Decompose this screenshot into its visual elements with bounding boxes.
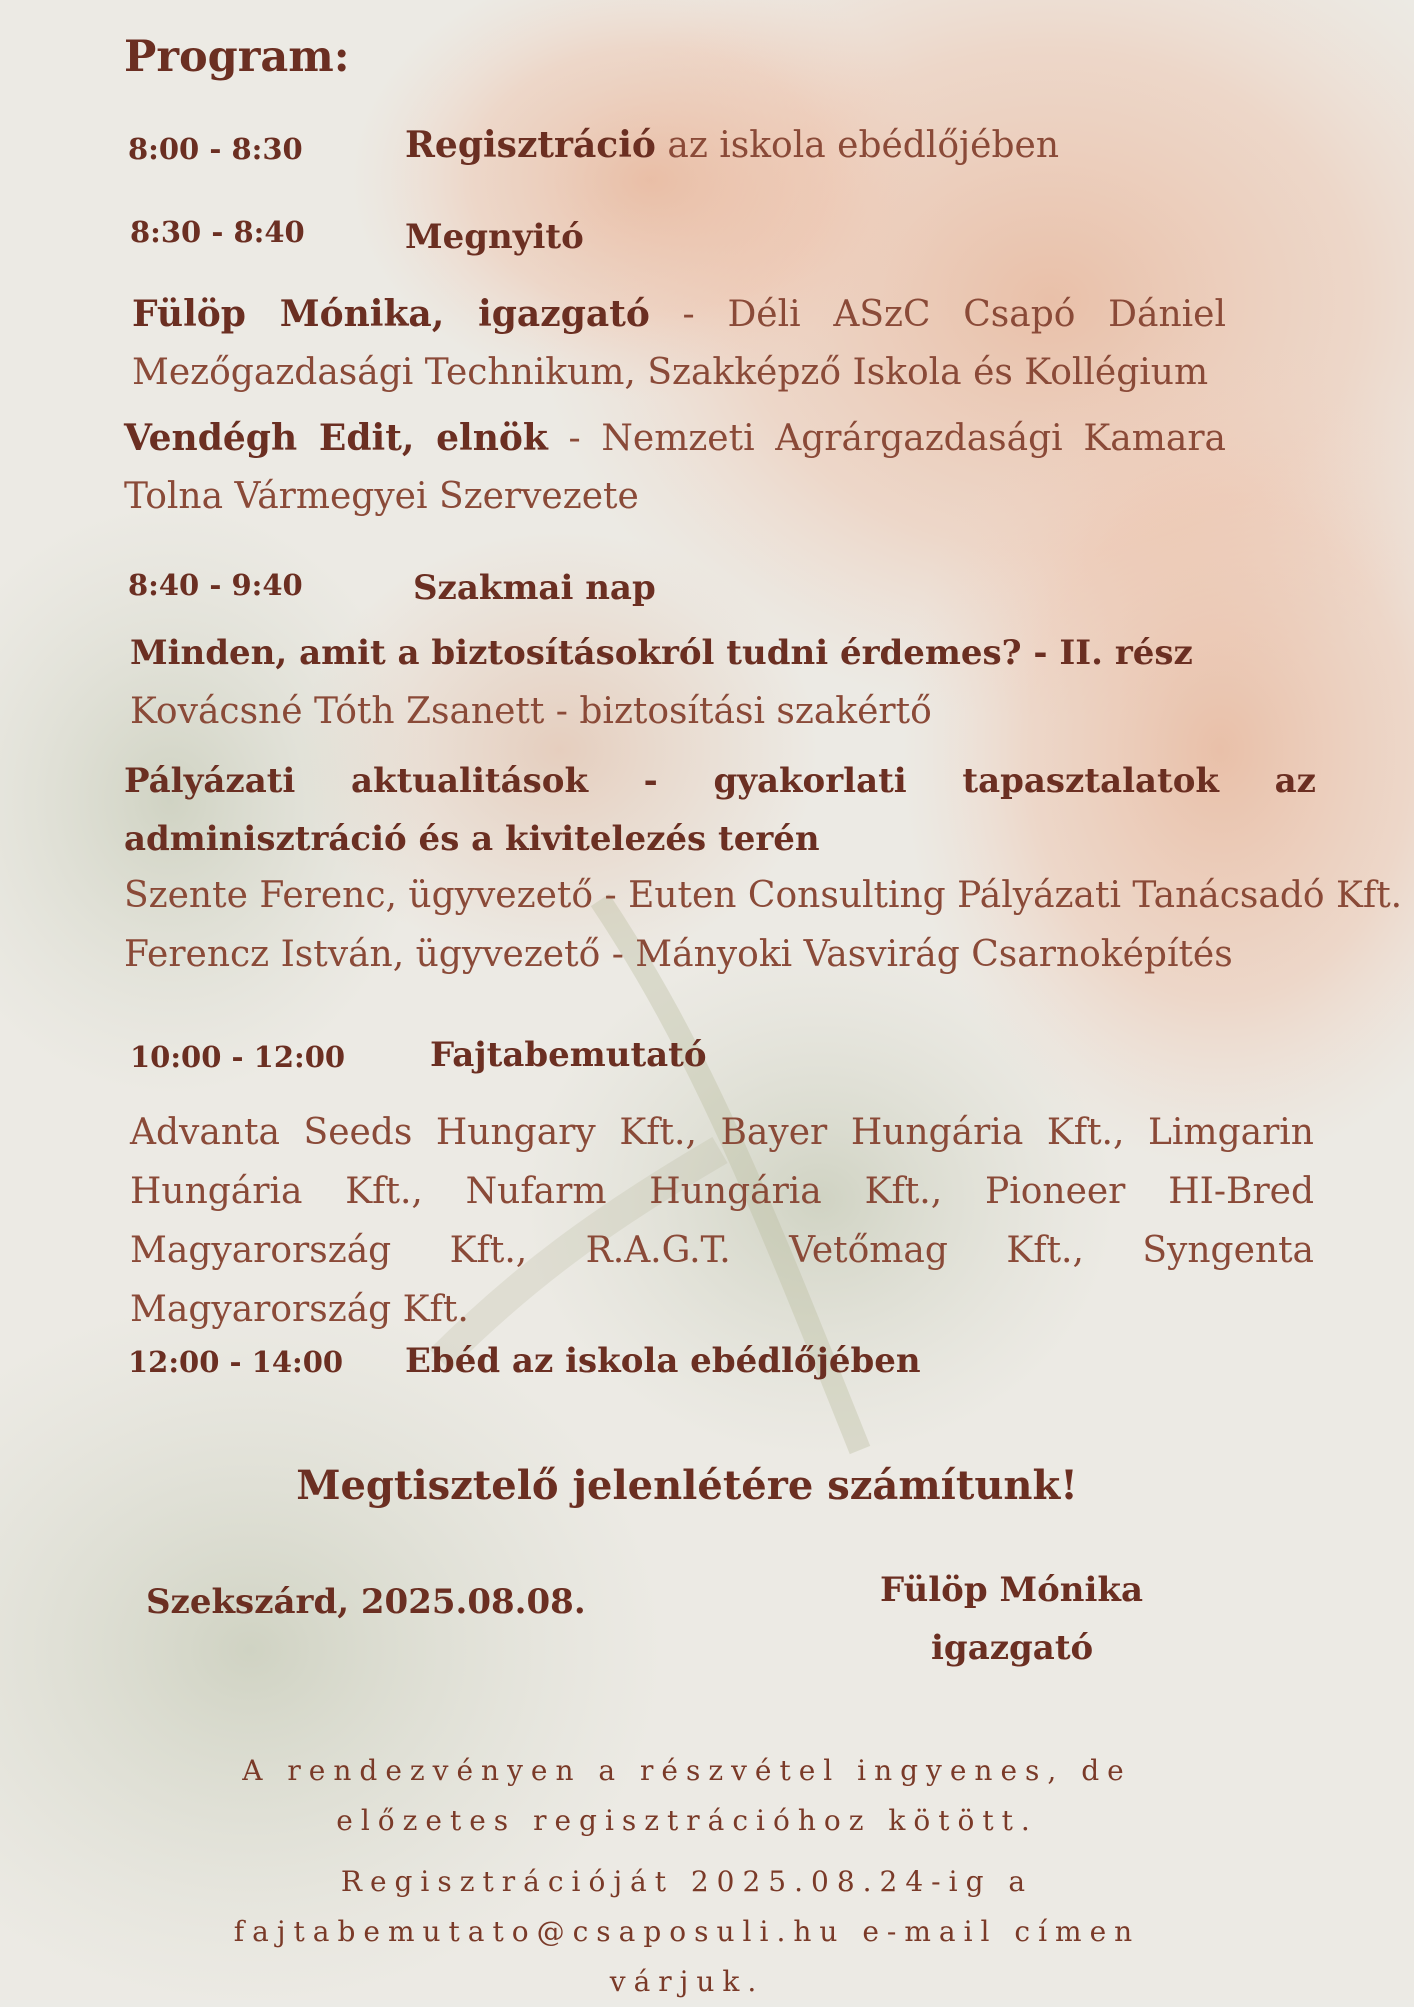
page-title: Program: bbox=[124, 32, 350, 82]
footer-registration-email: Regisztrációját 2025.08.24-ig a fajtabemutato@csaposuli.hu e-mail címen várjuk. bbox=[233, 1865, 1141, 1998]
time-variety-show: 10:00 - 12:00 bbox=[130, 1040, 346, 1074]
talk-2-speaker-2: Ferencz István, ügyvezető - Mányoki Vasvirág Csarnoképítés bbox=[124, 934, 1233, 975]
item-registration-rest: az iskola ebédlőjében bbox=[655, 125, 1060, 166]
signature-role: igazgató bbox=[931, 1628, 1094, 1668]
item-lunch-title: Ebéd az iskola ebédlőjében bbox=[405, 1341, 921, 1381]
opener-2-org: - Nemzeti Agrárgazdasági Kamara Tolna Vármegyei Szervezete bbox=[124, 418, 1226, 517]
item-opening-title: Megnyitó bbox=[405, 217, 584, 257]
time-registration: 8:00 - 8:30 bbox=[128, 132, 303, 166]
opener-2 bbox=[124, 409, 1226, 526]
talk-2-speaker-1: Szente Ferenc, ügyvezető - Euten Consulting Pályázati Tanácsadó Kft. bbox=[124, 875, 1403, 916]
closing-line: Megtisztelő jelenlétére számítunk! bbox=[296, 1462, 1078, 1509]
place-date: Szekszárd, 2025.08.08. bbox=[146, 1582, 586, 1622]
item-registration-title: Regisztráció bbox=[405, 124, 656, 166]
talk-1-speaker: Kovácsné Tóth Zsanett - biztosítási szakértő bbox=[130, 691, 932, 732]
exhibitors-list: Advanta Seeds Hungary Kft., Bayer Hungária Kft., Limgarin Hungária Kft., Nufarm Hungária Kft., Pioneer HI-Bred Magyarország Kft., R.A.G.T. Vetőmag Kft., Syngenta Magyarország Kft. bbox=[130, 1112, 1314, 1330]
time-lunch: 12:00 - 14:00 bbox=[128, 1345, 344, 1379]
item-registration bbox=[405, 124, 1059, 166]
footer-free-attendance: A rendezvényen a részvétel ingyenes, de előzetes regisztrációhoz kötött. bbox=[242, 1754, 1132, 1837]
talk-2-title: Pályázati aktualitások - gyakorlati tapasztalatok az adminisztráció és a kivitelezés terén bbox=[124, 761, 1316, 859]
talk-1-title: Minden, amit a biztosításokról tudni érdemes? - II. rész bbox=[130, 633, 1193, 673]
opener-1-org: - Déli ASzC Csapó Dániel Mezőgazdasági Technikum, Szakképző Iskola és Kollégium bbox=[132, 294, 1226, 393]
opener-2-name: Vendégh Edit, elnök bbox=[124, 417, 548, 459]
signature-name: Fülöp Mónika bbox=[880, 1570, 1144, 1610]
item-professional-day-title: Szakmai nap bbox=[413, 568, 656, 608]
opener-1-name: Fülöp Mónika, igazgató bbox=[132, 293, 650, 335]
time-professional-day: 8:40 - 9:40 bbox=[128, 568, 303, 602]
opener-1 bbox=[132, 285, 1226, 402]
time-opening: 8:30 - 8:40 bbox=[130, 215, 305, 249]
item-variety-show-title: Fajtabemutató bbox=[430, 1035, 707, 1075]
